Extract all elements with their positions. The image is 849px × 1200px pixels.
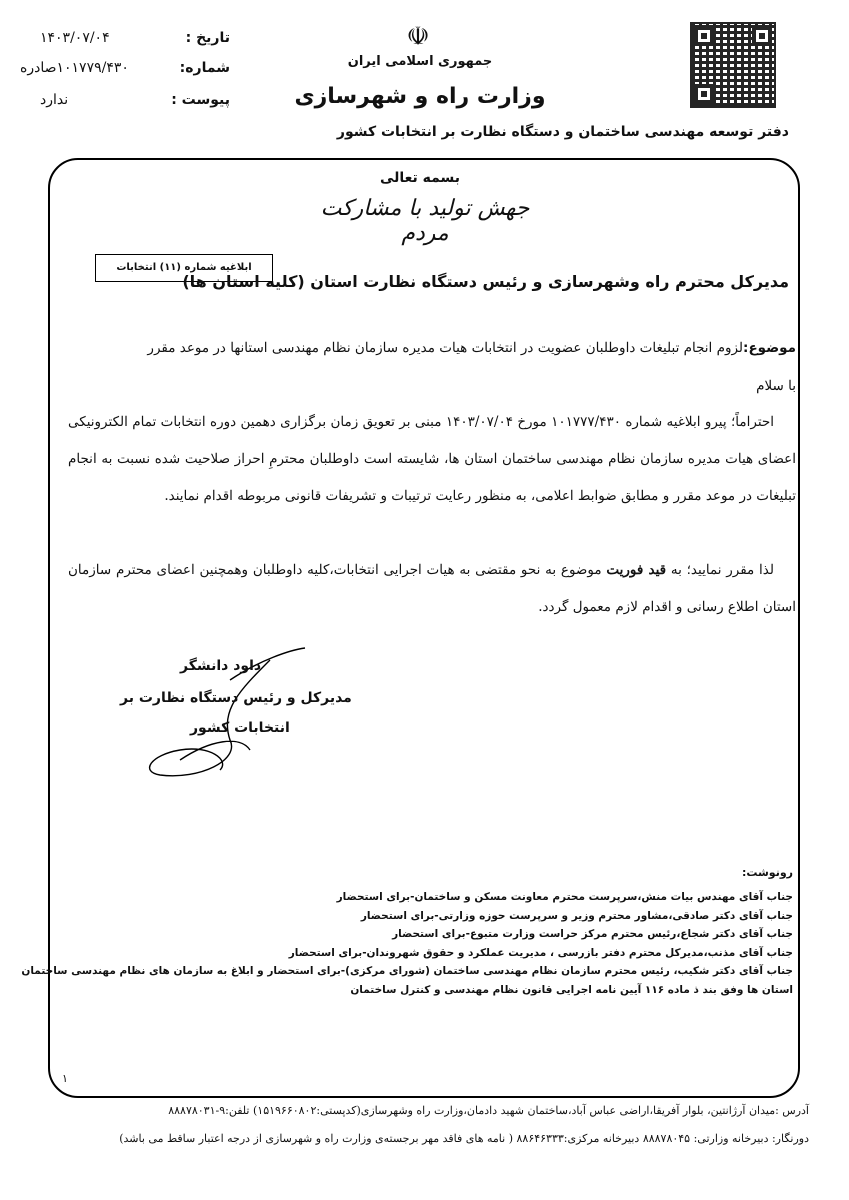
cc-list (21, 888, 793, 999)
paragraph-2: لذا مقرر نمایید؛ به قید فوریت موضوع به نحو مقتضی به هیات اجرایی انتخابات،کلیه داوطلبان وهمچنین اعضای محترم سازمان استان اطلاع رسانی و اقدام لازم معمول گردد. (68, 562, 796, 615)
subject-label: موضوع: (743, 340, 796, 356)
greeting: با سلام (756, 378, 796, 394)
cc-item: جناب آقای دکتر صادقی،مشاور محترم وزیر و سرپرست حوزه وزارتی-برای استحضار (360, 909, 793, 922)
number-label: شماره: (179, 60, 230, 76)
paragraph-1-text: احتراماً؛ پیرو ابلاغیه شماره ۱۰۱۷۷۷/۴۳۰ مورخ ۱۴۰۳/۰۷/۰۴ مبنی بر تعویق زمان برگزاری دهمین دوره انتخابات تمام الکترونیکی اعضای هیات مدیره سازمان نظام مهندسی ساختمان استان ها، شایسته است داوطلبان محترمِ احراز صلاحیت شده نسبت به انجام تبلیغات در موعد مقرر و مطابق ضوابط اعلامی، به منظور رعایت ترتیبات و تشریفات قانونی مربوطه اقدام نمایند. (68, 414, 796, 504)
number-row (20, 60, 230, 76)
cc-item: استان ها وفق بند ذ ماده ۱۱۶ آیین نامه اجرایی قانون نظام مهندسی و کنترل ساختمان (350, 983, 793, 996)
attachment-value: ندارد (40, 92, 69, 108)
date-value: ۱۴۰۳/۰۷/۰۴ (40, 30, 110, 46)
date-label: تاریخ : (185, 30, 230, 46)
subject-line (68, 340, 796, 356)
attachment-label: پیوست : (171, 92, 230, 108)
urgency-emphasis: قید فوریت (606, 562, 667, 578)
iran-emblem-icon: ☫ (406, 22, 430, 52)
addressee: مدیرکل محترم راه وشهرسازی و رئیس دستگاه نظارت استان (کلیه استان ها) (182, 272, 789, 291)
subject-text: لزوم انجام تبلیغات داوطلبان عضویت در انتخابات هیات مدیره سازمان نظام مهندسی استانها در موعد مقرر (147, 340, 744, 356)
office-title: دفتر توسعه مهندسی ساختمان و دستگاه نظارت بر انتخابات کشور (336, 124, 789, 140)
attachment-row (40, 92, 230, 108)
footer-fax: دورنگار: دبیرخانه وزارتی: ۸۸۸۷۸۰۴۵ دبیرخانه مرکزی:۸۸۶۴۶۳۳۳ ( نامه های فاقد مهر برجسته‌ی وزارت راه و شهرسازی از درجه اعتبار ساقط می باشد) (119, 1132, 809, 1145)
republic-title: جمهوری اسلامی ایران (347, 54, 493, 69)
page-number: ۱ (62, 1072, 68, 1085)
qr-code-icon (690, 22, 776, 108)
ministry-title: وزارت راه و شهرسازی (294, 84, 546, 109)
notice-number-box: ابلاغیه شماره (۱۱) انتخابات (95, 254, 273, 282)
cc-item: جناب آقای دکتر شجاع،رئیس محترم مرکز حراست وزارت متبوع-برای استحضار (392, 928, 793, 940)
number-value: ۱۰۱۷۷۹/۴۳۰صادره (20, 60, 129, 76)
cc-heading: رونوشت: (741, 866, 793, 879)
footer-address: آدرس :میدان آرژانتین، بلوار آفریقا،اراضی عباس آباد،ساختمان شهید دادمان،وزارت راه وشهرسازی(کدپستی:۱۵۱۹۶۶۰۸۰۲) تلفن:۹-۸۸۸۷۸۰۳۱ (168, 1104, 809, 1117)
cc-item: جناب آقای دکتر شکیب، رئیس محترم سازمان نظام مهندسی ساختمان (شورای مرکزی)-برای استحضار و ابلاغ به سازمان های نظام مهندسی ساختمان (21, 965, 793, 977)
slogan: جهش تولید با مشارکت مردم (320, 196, 530, 246)
paragraph-1 (68, 404, 796, 515)
signer-title-line1: مدیرکل و رئیس دستگاه نظارت بر (120, 690, 352, 706)
signer-title-line2: انتخابات کشور (190, 720, 290, 736)
cc-item: جناب آقای مهندس بیات منش،سرپرست محترم معاونت مسکن و ساختمان-برای استحضار (336, 891, 793, 903)
date-row (40, 30, 230, 46)
cc-item: جناب آقای مذنب،مدیرکل محترم دفتر بازرسی ، مدیریت عملکرد و حقوق شهروندان-برای استحضار (288, 946, 793, 959)
bismillah: بسمه تعالی (379, 170, 461, 186)
signer-name: داود دانشگر (180, 658, 262, 674)
